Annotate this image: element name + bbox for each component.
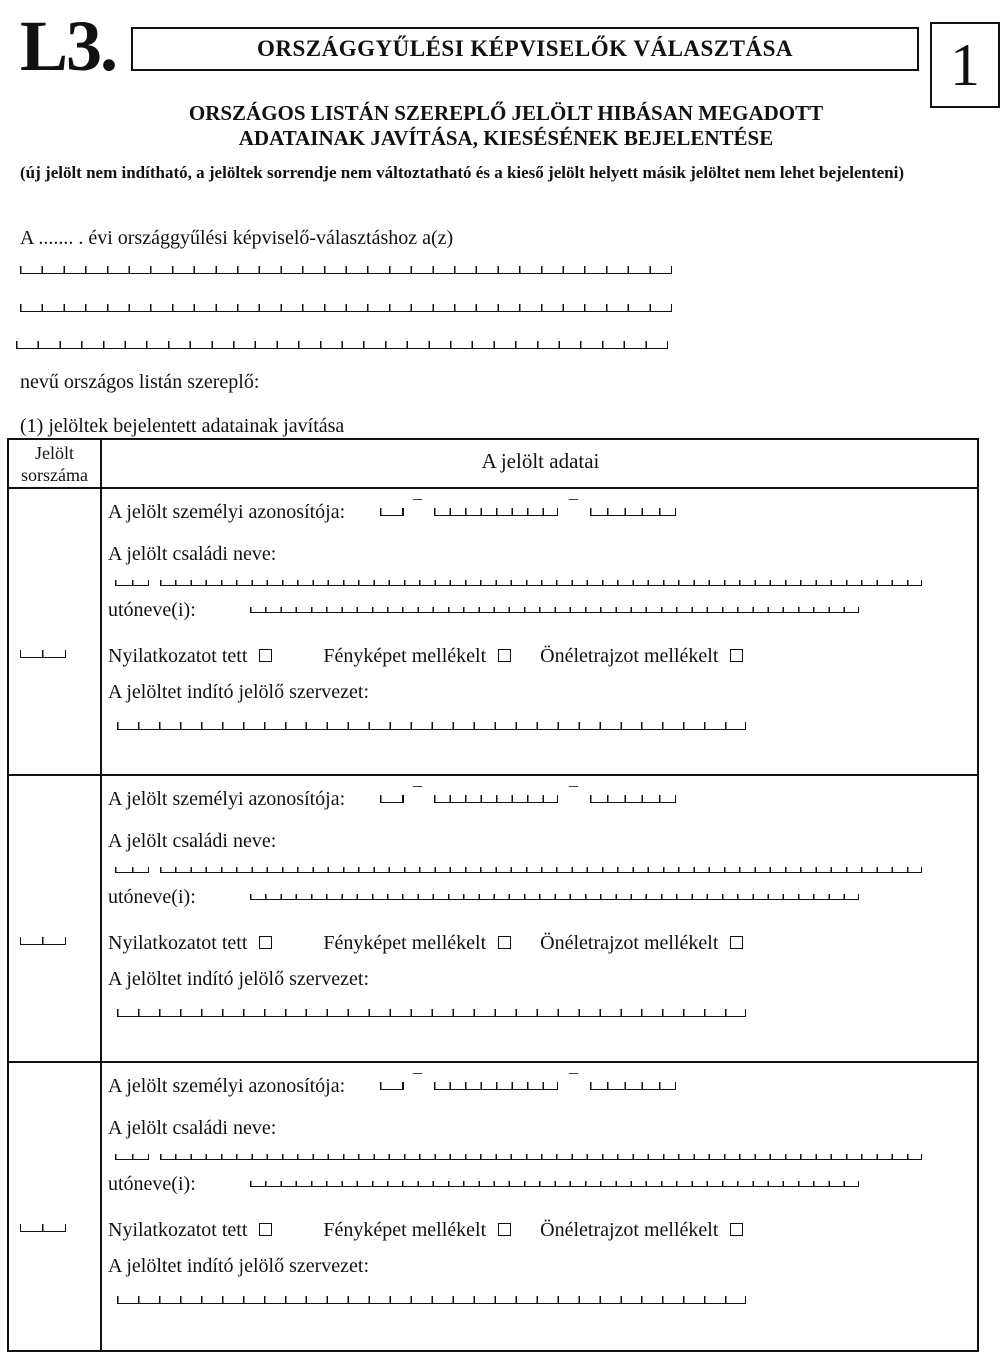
declaration-label: Nyilatkozatot tett	[108, 645, 248, 667]
dash-separator: ¯	[569, 784, 578, 804]
organization-label: A jelöltet indító jelölő szervezet:	[108, 681, 370, 703]
photo-label: Fényképet mellékelt	[323, 932, 487, 954]
organization-field[interactable]	[117, 1296, 746, 1304]
declaration-checkbox[interactable]	[259, 1223, 272, 1236]
table-header-divider	[7, 487, 979, 489]
given-names-label: utóneve(i):	[108, 1173, 196, 1195]
personal-id-label: A jelölt személyi azonosítója:	[108, 1075, 346, 1097]
col-header-number: Jelölt sorszáma	[21, 443, 88, 485]
page-number: 1	[930, 22, 1000, 108]
organization-label: A jelöltet indító jelölő szervezet:	[108, 1255, 370, 1277]
family-name-prefix-field[interactable]	[115, 580, 149, 586]
cv-checkbox[interactable]	[730, 649, 743, 662]
personal-id-field-b[interactable]	[434, 508, 558, 516]
family-name-label: A jelölt családi neve:	[108, 1117, 277, 1139]
photo-label: Fényképet mellékelt	[323, 1219, 487, 1241]
section-1-heading: (1) jelöltek bejelentett adatainak javítása	[20, 415, 345, 437]
declaration-label: Nyilatkozatot tett	[108, 1219, 248, 1241]
list-suffix-text: nevű országos listán szereplő:	[20, 371, 260, 393]
organization-field[interactable]	[117, 1009, 746, 1017]
given-names-field[interactable]	[250, 1181, 859, 1187]
given-names-field[interactable]	[250, 894, 859, 900]
cv-label: Önéletrajzot mellékelt	[540, 1219, 719, 1241]
table-column-divider	[100, 438, 102, 1352]
family-name-label: A jelölt családi neve:	[108, 830, 277, 852]
declaration-checkbox[interactable]	[259, 936, 272, 949]
photo-checkbox[interactable]	[498, 936, 511, 949]
personal-id-label: A jelölt személyi azonosítója:	[108, 501, 346, 523]
cv-label: Önéletrajzot mellékelt	[540, 645, 719, 667]
declaration-checkbox[interactable]	[259, 649, 272, 662]
subtitle-line-2: ADATAINAK JAVÍTÁSA, KIESÉSÉNEK BEJELENTÉSE	[238, 126, 774, 150]
candidate-number-field[interactable]	[20, 650, 66, 658]
dash-separator: ¯	[413, 1071, 422, 1091]
checkbox-row	[108, 1219, 743, 1241]
family-name-field[interactable]	[160, 580, 922, 586]
checkbox-row	[108, 645, 743, 667]
photo-label: Fényképet mellékelt	[323, 645, 487, 667]
instruction-note: (új jelölt nem indítható, a jelöltek sorrendje nem változtatható és a kieső jelölt helyett másik jelöltet nem lehet bejelenteni)	[20, 163, 904, 182]
family-name-field[interactable]	[160, 1154, 922, 1160]
organization-label: A jelöltet indító jelölő szervezet:	[108, 968, 370, 990]
dash-separator: ¯	[569, 1071, 578, 1091]
personal-id-field-c[interactable]	[590, 508, 676, 516]
list-name-field-2[interactable]	[20, 304, 672, 312]
declaration-label: Nyilatkozatot tett	[108, 932, 248, 954]
family-name-field[interactable]	[160, 867, 922, 873]
dash-separator: ¯	[569, 497, 578, 517]
checkbox-row	[108, 932, 743, 954]
personal-id-field-a[interactable]	[380, 508, 404, 516]
table-row-divider	[7, 774, 979, 776]
dash-separator: ¯	[413, 784, 422, 804]
candidate-number-field[interactable]	[20, 1224, 66, 1232]
family-name-prefix-field[interactable]	[115, 867, 149, 873]
personal-id-field-a[interactable]	[380, 1082, 404, 1090]
given-names-label: utóneve(i):	[108, 599, 196, 621]
personal-id-field-b[interactable]	[434, 795, 558, 803]
photo-checkbox[interactable]	[498, 1223, 511, 1236]
election-year-line: A ....... . évi országgyűlési képviselő-választáshoz a(z)	[20, 227, 454, 249]
col-header-data: A jelölt adatai	[481, 449, 600, 473]
form-code: L3.	[20, 6, 117, 86]
given-names-field[interactable]	[250, 607, 859, 613]
subtitle-line-1: ORSZÁGOS LISTÁN SZEREPLŐ JELÖLT HIBÁSAN MEGADOTT	[188, 101, 824, 125]
personal-id-field-c[interactable]	[590, 795, 676, 803]
cv-checkbox[interactable]	[730, 1223, 743, 1236]
dash-separator: ¯	[413, 497, 422, 517]
family-name-prefix-field[interactable]	[115, 1154, 149, 1160]
photo-checkbox[interactable]	[498, 649, 511, 662]
list-name-field-1[interactable]	[20, 266, 672, 274]
personal-id-field-a[interactable]	[380, 795, 404, 803]
candidate-number-field[interactable]	[20, 937, 66, 945]
table-row-divider	[7, 1061, 979, 1063]
cv-checkbox[interactable]	[730, 936, 743, 949]
organization-field[interactable]	[117, 722, 746, 730]
given-names-label: utóneve(i):	[108, 886, 196, 908]
personal-id-field-b[interactable]	[434, 1082, 558, 1090]
personal-id-label: A jelölt személyi azonosítója:	[108, 788, 346, 810]
list-name-field-3[interactable]	[16, 341, 668, 349]
family-name-label: A jelölt családi neve:	[108, 543, 277, 565]
personal-id-field-c[interactable]	[590, 1082, 676, 1090]
cv-label: Önéletrajzot mellékelt	[540, 932, 719, 954]
form-title: ORSZÁGGYŰLÉSI KÉPVISELŐK VÁLASZTÁSA	[131, 27, 919, 71]
